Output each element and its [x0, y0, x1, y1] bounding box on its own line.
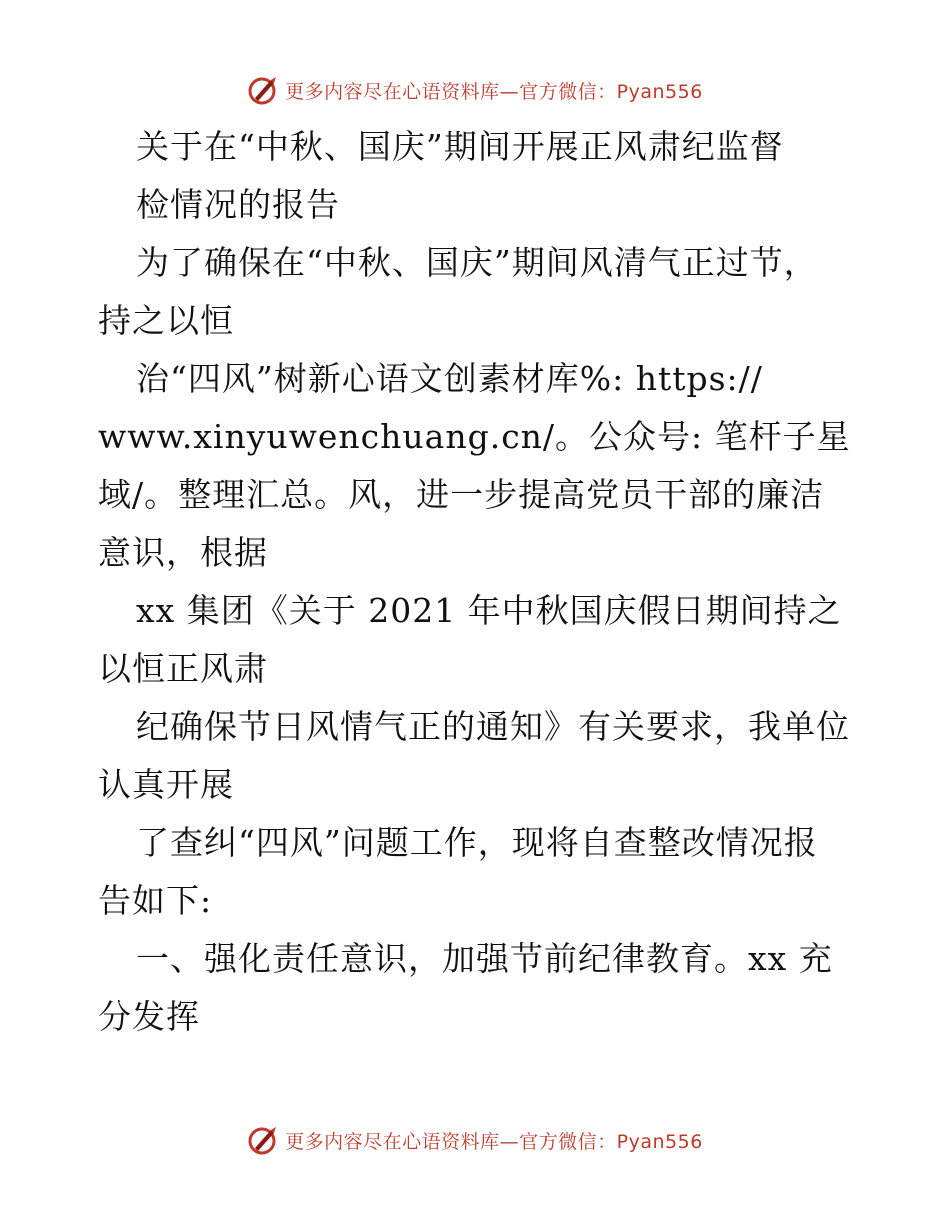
doc-line-title-1: 关于在“中秋、国庆”期间开展正风肃纪监督 [136, 127, 784, 166]
feather-pen-logo-icon [247, 1124, 279, 1156]
wechat-handle: Pyan556 [616, 80, 703, 103]
feather-pen-logo-icon [247, 74, 279, 106]
doc-line: 持之以恒 [98, 301, 234, 340]
doc-line: 治“四风”树新心语文创素材库%: https:// [136, 359, 763, 398]
wechat-handle: Pyan556 [616, 1130, 703, 1153]
header-banner [0, 70, 950, 110]
doc-line-title-2: 检情况的报告 [136, 185, 340, 224]
footer-banner [0, 1120, 950, 1160]
banner-text: 更多内容尽在心语资料库—官方微信：Pyan556 [285, 80, 703, 103]
doc-line: 告如下: [98, 881, 213, 920]
doc-line: 认真开展 [98, 765, 234, 804]
doc-line: 了查纠“四风”问题工作，现将自查整改情况报 [136, 823, 818, 862]
doc-line: www.xinyuwenchuang.cn/。公众号: 笔杆子星 [98, 417, 851, 456]
document-body [98, 118, 868, 1046]
doc-line: 以恒正风肃 [98, 649, 268, 688]
banner-text: 更多内容尽在心语资料库—官方微信：Pyan556 [285, 1130, 703, 1153]
doc-line: 意识，根据 [98, 533, 268, 572]
doc-line: 分发挥 [98, 997, 200, 1036]
doc-line: 为了确保在“中秋、国庆”期间风清气正过节， [136, 243, 818, 282]
doc-line: 纪确保节日风情气正的通知》有关要求，我单位 [136, 707, 850, 746]
doc-line: 域/。整理汇总。风，进一步提高党员干部的廉洁 [98, 475, 825, 514]
doc-line: 一、强化责任意识，加强节前纪律教育。xx 充 [136, 939, 833, 978]
doc-line: xx 集团《关于 2021 年中秋国庆假日期间持之 [136, 591, 842, 630]
